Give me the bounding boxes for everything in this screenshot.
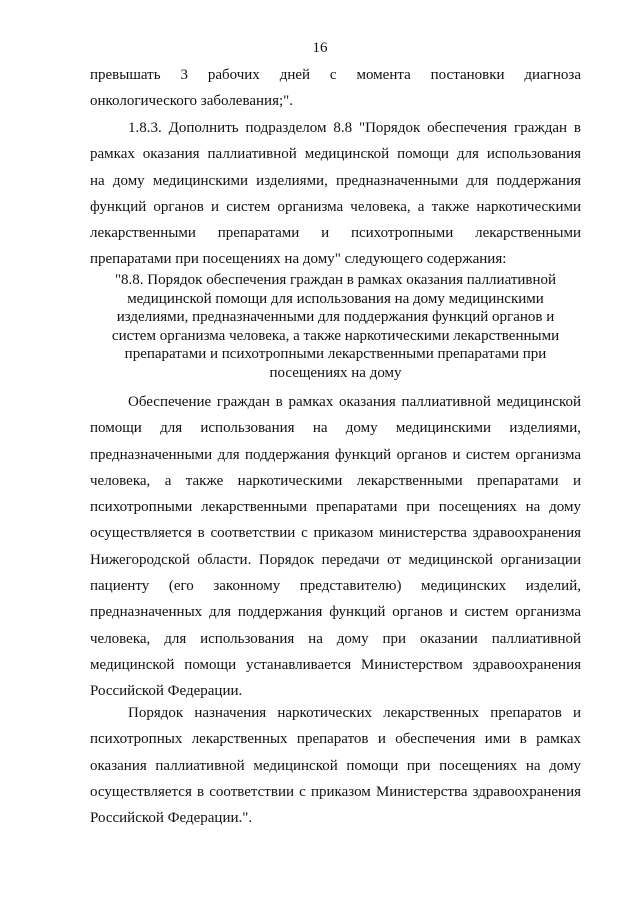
text-line: функций органов и систем организма человека, а также наркотическими — [90, 198, 581, 215]
text-line: Российской Федерации. — [90, 683, 243, 700]
paragraph-prescription — [90, 700, 581, 831]
heading-line: медицинской помощи для использования на дому медицинскими — [127, 290, 544, 307]
text-line: осуществляется в соответствии с приказом Министерства здравоохранения — [90, 783, 581, 800]
heading-line: изделиями, предназначенными для поддержания функций органов и — [116, 309, 555, 326]
text-line: Порядок назначения наркотических лекарственных препаратов и — [128, 705, 581, 721]
section-heading — [90, 271, 581, 383]
text-line: превышать 3 рабочих дней с момента постановки диагноза — [90, 67, 581, 83]
text-line: человека, а также наркотическими лекарственными препаратами и — [90, 472, 581, 489]
text-line: 1.8.3. Дополнить подразделом 8.8 "Порядок обеспечения граждан в — [128, 120, 581, 136]
paragraph-provision — [90, 389, 581, 705]
continuation-text — [90, 62, 581, 115]
text-line: рамках оказания паллиативной медицинской помощи для использования — [90, 146, 581, 163]
text-line: лекарственными препаратами и психотропными лекарственными — [90, 225, 581, 242]
heading-line: систем организма человека, а также наркотическими лекарственными — [111, 327, 560, 344]
text-line: психотропных лекарственных препаратов и обеспечения ими в рамках — [90, 731, 581, 748]
text-line: Обеспечение граждан в рамках оказания паллиативной медицинской — [128, 394, 581, 410]
text-line: Российской Федерации.". — [90, 810, 253, 827]
text-line: осуществляется в соответствии с приказом министерства здравоохранения — [90, 525, 581, 542]
text-line: препаратами при посещениях на дому" следующего содержания: — [90, 251, 507, 268]
heading-line: препаратами и психотропными лекарственными препаратами при — [124, 346, 547, 363]
text-line: предназначенных для поддержания функций органов и систем организма — [90, 604, 581, 621]
heading-line: "8.8. Порядок обеспечения граждан в рамках оказания паллиативной — [114, 272, 557, 288]
text-line: человека, для использования на дому при оказании паллиативной — [90, 630, 581, 647]
text-line: помощи для использования на дому медицинскими изделиями, — [90, 420, 581, 437]
text-line: онкологического заболевания;". — [90, 93, 294, 110]
heading-line: посещениях на дому — [269, 364, 402, 381]
text-line: на дому медицинскими изделиями, предназначенными для поддержания — [90, 172, 581, 189]
text-line: пациенту (его законному представителю) медицинских изделий, — [90, 578, 581, 595]
page-number: 16 — [312, 40, 328, 56]
text-line: оказания паллиативной медицинской помощи при посещениях на дому — [90, 757, 581, 774]
text-line: Нижегородской области. Порядок передачи от медицинской организации — [90, 551, 581, 568]
text-line: психотропными лекарственными препаратами при посещениях на дому — [90, 499, 581, 516]
text-line: медицинской помощи устанавливается Министерством здравоохранения — [90, 656, 581, 673]
amendment-paragraph — [90, 115, 581, 273]
text-line: предназначенными для поддержания функций органов и систем организма — [90, 446, 581, 463]
